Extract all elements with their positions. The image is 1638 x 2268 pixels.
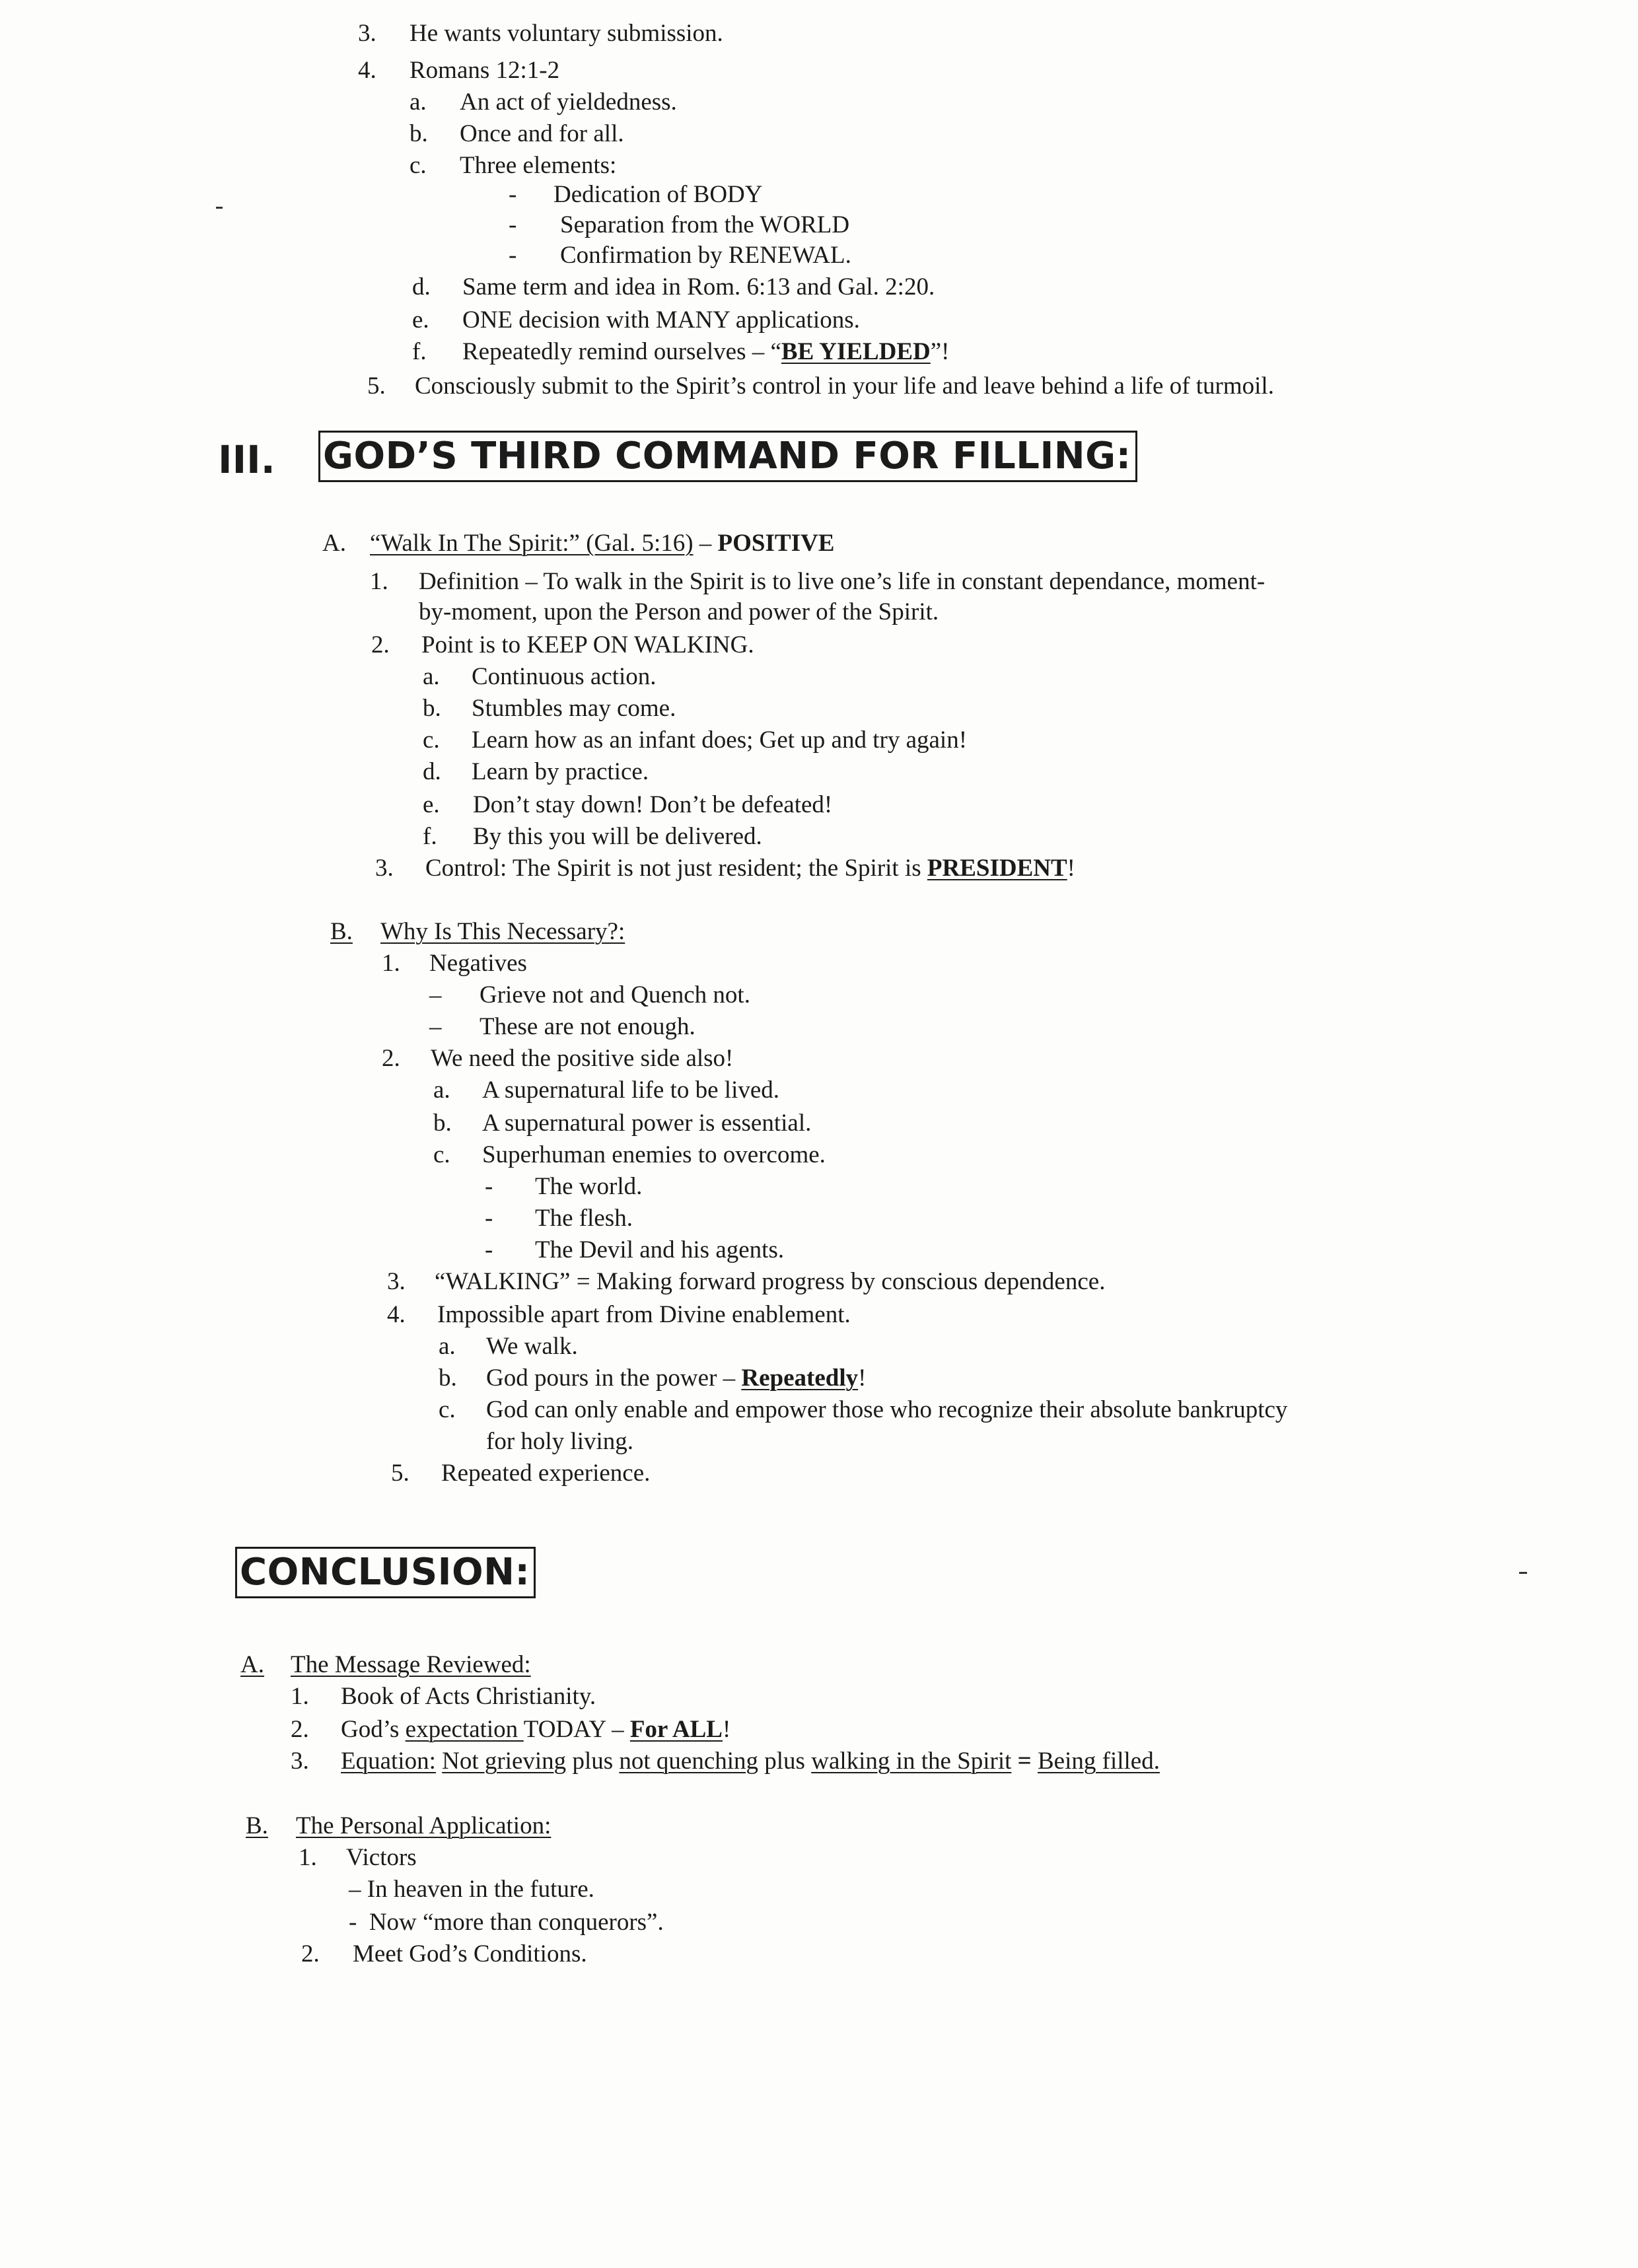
list-item: - The Devil and his agents. [485,1236,785,1263]
list-item: 3. He wants voluntary submission. [358,20,723,47]
scan-mark [216,207,223,209]
list-item: 3. Control: The Spirit is not just resident; the Spirit is PRESIDENT! [375,855,1075,882]
list-item: 2. We need the positive side also! [382,1045,734,1072]
list-item: b. God pours in the power – Repeatedly! [439,1364,867,1392]
conclusion-heading: CONCLUSION: [235,1547,536,1598]
list-item: – Grieve not and Quench not. [429,981,750,1009]
list-item: a. We walk. [439,1333,578,1360]
list-item-continuation: for holy living. [486,1428,634,1455]
list-item: 5. Repeated experience. [391,1460,651,1487]
list-item: c. Superhuman enemies to overcome. [433,1141,826,1168]
list-item: b. Once and for all. [410,120,624,147]
list-item: 2. God’s expectation TODAY – For ALL! [291,1716,731,1743]
list-item: 4. Impossible apart from Divine enablement. [387,1301,851,1328]
list-item: - The flesh. [485,1205,633,1232]
list-item: f. By this you will be delivered. [423,823,762,850]
list-item-continuation: by-moment, upon the Person and power of the Spirit. [419,598,939,625]
subsection-heading: A. The Message Reviewed: [240,1651,531,1678]
list-item: - The world. [485,1173,643,1200]
list-item: - Now “more than conquerors”. [349,1909,664,1936]
list-item: c. Learn how as an infant does; Get up and try again! [423,726,968,754]
list-item: e. Don’t stay down! Don’t be defeated! [423,791,833,818]
list-item: 2. Meet God’s Conditions. [301,1940,587,1967]
list-item: b. Stumbles may come. [423,695,676,722]
list-item: b. A supernatural power is essential. [433,1110,812,1137]
list-item: c. God can only enable and empower those who recognize their absolute bankruptcy [439,1396,1288,1423]
scan-mark [1519,1572,1527,1574]
list-item: - Separation from the WORLD [509,211,850,238]
list-item: e. ONE decision with MANY applications. [412,306,860,334]
list-item: d. Same term and idea in Rom. 6:13 and Gal. 2:20. [412,273,935,301]
list-item: 1. Definition – To walk in the Spirit is to live one’s life in constant dependance, moment- [370,568,1265,595]
list-item: 3. Equation: Not grieving plus not quenching plus walking in the Spirit = Being filled. [291,1748,1160,1775]
subsection-heading: A. “Walk In The Spirit:” (Gal. 5:16) – POSITIVE [322,530,835,557]
section-numeral: III. [218,437,275,482]
list-item: a. An act of yieldedness. [410,89,677,116]
list-item: 2. Point is to KEEP ON WALKING. [371,631,754,658]
list-item: - Dedication of BODY [509,181,763,208]
section-heading: GOD’S THIRD COMMAND FOR FILLING: [318,431,1137,482]
list-item: 4. Romans 12:1-2 [358,57,560,84]
list-item: 1. Victors [299,1844,417,1871]
list-item: 1. Book of Acts Christianity. [291,1683,596,1710]
list-item: a. Continuous action. [423,663,657,690]
list-item: f. Repeatedly remind ourselves – “BE YIELDED”! [412,338,950,365]
list-item: – These are not enough. [429,1013,695,1040]
list-item: 1. Negatives [382,950,527,977]
list-item: – In heaven in the future. [349,1876,594,1903]
subsection-heading: B. Why Is This Necessary?: [330,918,625,945]
list-item: 3. “WALKING” = Making forward progress by conscious dependence. [387,1268,1106,1295]
subsection-heading: B. The Personal Application: [246,1812,552,1839]
list-item: 5. Consciously submit to the Spirit’s control in your life and leave behind a life of turmoil. [367,372,1274,400]
list-item: d. Learn by practice. [423,758,649,785]
list-item: a. A supernatural life to be lived. [433,1077,780,1104]
list-item: - Confirmation by RENEWAL. [509,242,851,269]
list-item: c. Three elements: [410,152,617,179]
